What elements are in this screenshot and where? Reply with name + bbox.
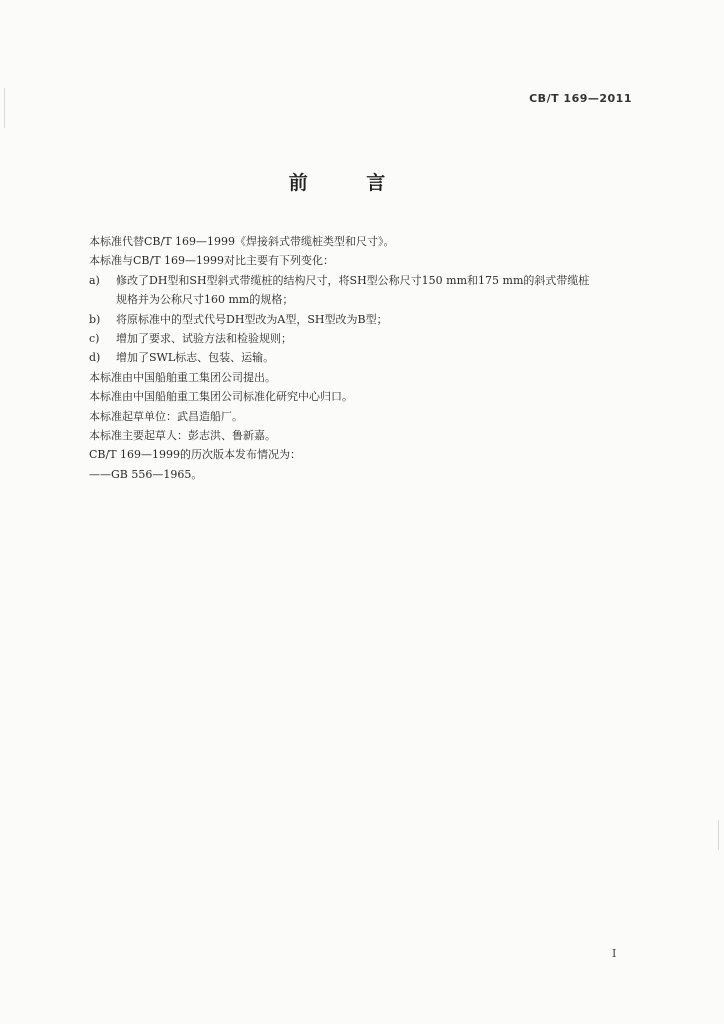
scan-edge-mark — [4, 88, 5, 128]
list-item-continuation: 规格并为公称尺寸160 mm的规格； — [116, 293, 294, 307]
paragraph-drafting-unit: 本标准起草单位：武昌造船厂。 — [89, 409, 243, 423]
scan-edge-mark — [718, 820, 719, 850]
foreword-body — [89, 232, 649, 484]
list-item — [89, 348, 649, 367]
list-item — [89, 271, 649, 290]
paragraph-centralized-by: 本标准由中国船舶重工集团公司标准化研究中心归口。 — [89, 390, 353, 404]
list-marker: c) — [89, 331, 100, 345]
list-item — [89, 310, 649, 329]
list-item-text: 增加了SWL标志、包装、运输。 — [116, 351, 275, 365]
list-marker: d) — [89, 351, 101, 365]
page-title: 前 言 — [288, 172, 412, 194]
list-marker: a) — [89, 273, 100, 287]
paragraph-drafters: 本标准主要起草人：彭志洪、鲁新嘉。 — [89, 428, 276, 442]
paragraph-version-history: CB/T 169—1999的历次版本发布情况为： — [89, 448, 302, 462]
page-number: I — [612, 947, 617, 960]
list-item — [89, 329, 649, 348]
list-marker: b) — [89, 312, 101, 326]
paragraph-proposed-by: 本标准由中国船舶重工集团公司提出。 — [89, 370, 276, 384]
list-item-text: 修改了DH型和SH型斜式带缆桩的结构尺寸，将SH型公称尺寸150 mm和175 mm的斜式带缆桩 — [116, 273, 590, 287]
paragraph-replaces: 本标准代替CB/T 169—1999《焊接斜式带缆桩类型和尺寸》。 — [89, 235, 395, 248]
standard-number: CB/T 169—2011 — [529, 92, 632, 105]
list-item-text: 将原标准中的型式代号DH型改为A型，SH型改为B型； — [116, 312, 388, 326]
paragraph-changes-intro: 本标准与CB/T 169—1999对比主要有下列变化： — [89, 254, 335, 268]
list-item-text: 增加了要求、试验方法和检验规则； — [116, 331, 292, 345]
paragraph-previous-version: ——GB 556—1965。 — [89, 467, 203, 481]
